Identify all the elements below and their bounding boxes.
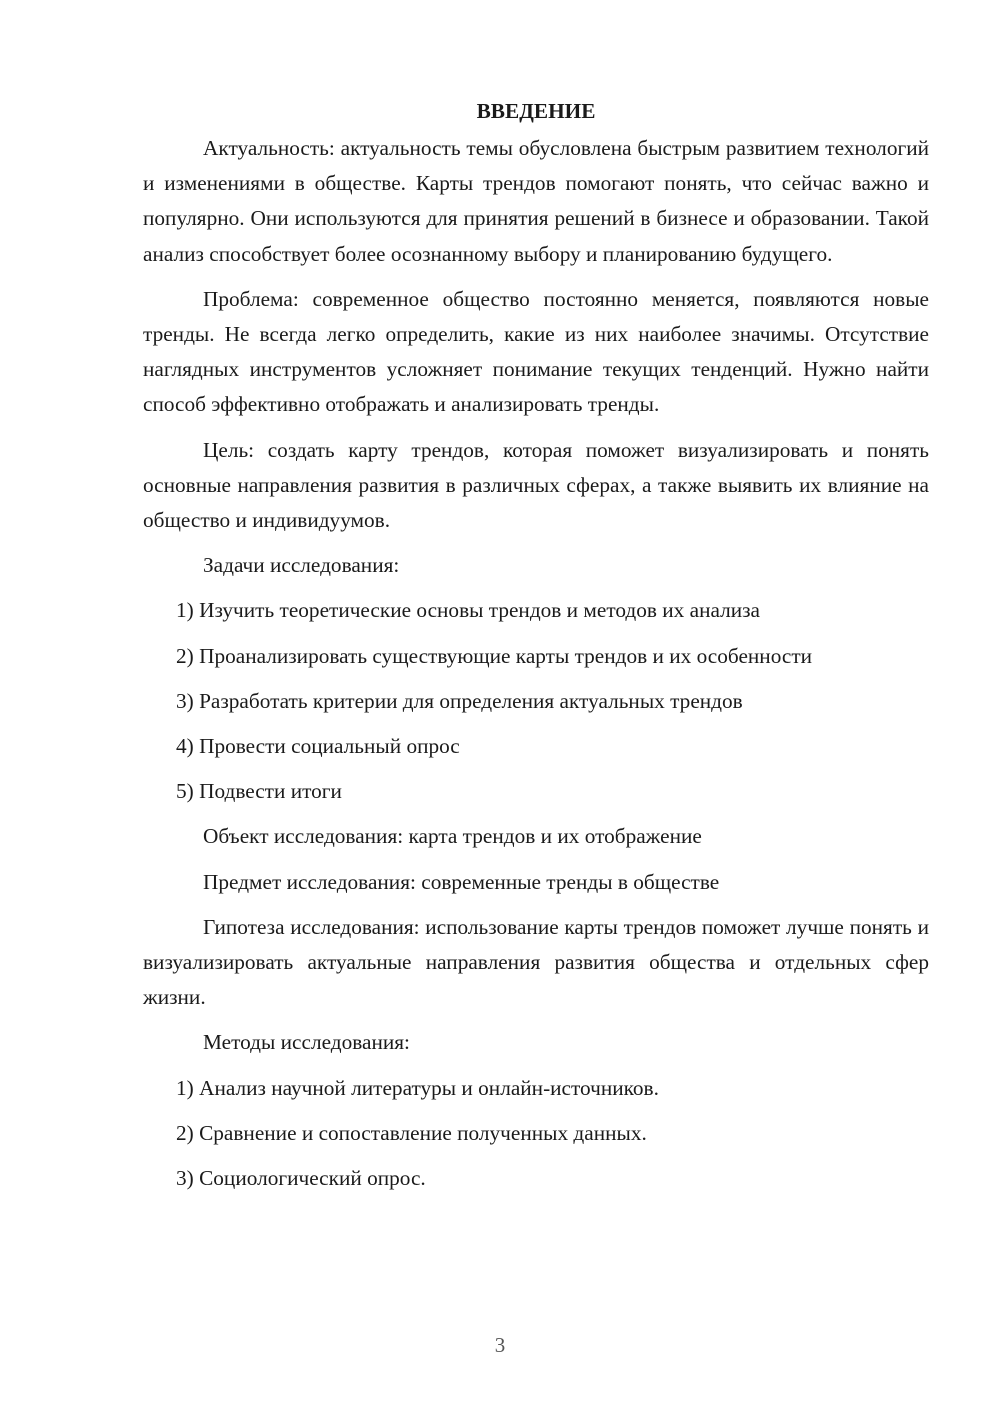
- list-item: 5) Подвести итоги: [176, 779, 342, 804]
- hypothesis-paragraph: Гипотеза исследования: использование карты трендов поможет лучше понять и визуализировать актуальные направления развития общества и отдельных сфер жизни.: [143, 914, 929, 1010]
- page-number: 3: [494, 1333, 506, 1357]
- list-item: 1) Изучить теоретические основы трендов и методов их анализа: [176, 598, 761, 623]
- section-title: ВВЕДЕНИЕ: [476, 99, 596, 123]
- list-item: 2) Сравнение и сопоставление полученных данных.: [176, 1120, 647, 1145]
- goal-paragraph: Цель: создать карту трендов, которая поможет визуализировать и понять основные направления развития в различных сферах, а также выявить их влияние на общество и индивидуумов.: [143, 437, 929, 533]
- tasks-list: [143, 593, 929, 809]
- list-item: 3) Социологический опрос.: [176, 1166, 426, 1191]
- methods-heading: Методы исследования:: [203, 1030, 410, 1055]
- list-item: 3) Разработать критерии для определения актуальных трендов: [176, 688, 743, 713]
- tasks-heading: Задачи исследования:: [203, 553, 400, 578]
- object-paragraph: Объект исследования: карта трендов и их отображение: [203, 824, 702, 849]
- list-item: 1) Анализ научной литературы и онлайн-источников.: [176, 1075, 659, 1100]
- methods-list: [143, 1071, 929, 1197]
- list-item: 2) Проанализировать существующие карты трендов и их особенности: [176, 643, 813, 668]
- relevance-paragraph: Актуальность: актуальность темы обусловлена быстрым развитием технологий и изменениями в обществе. Карты трендов помогают понять, что сейчас важно и популярно. Они используются для принятия решений в бизнесе и образовании. Такой анализ способствует более осознанному выбору и планированию будущего.: [143, 136, 929, 266]
- document-page: [143, 96, 929, 1206]
- problem-paragraph: Проблема: современное общество постоянно меняется, появляются новые тренды. Не всегда легко определить, какие из них наиболее значимы. Отсутствие наглядных инструментов усложняет понимание текущих тенденций. Нужно найти способ эффективно отображать и анализировать тренды.: [143, 286, 929, 417]
- list-item: 4) Провести социальный опрос: [176, 734, 460, 759]
- subject-paragraph: Предмет исследования: современные тренды в обществе: [203, 869, 720, 894]
